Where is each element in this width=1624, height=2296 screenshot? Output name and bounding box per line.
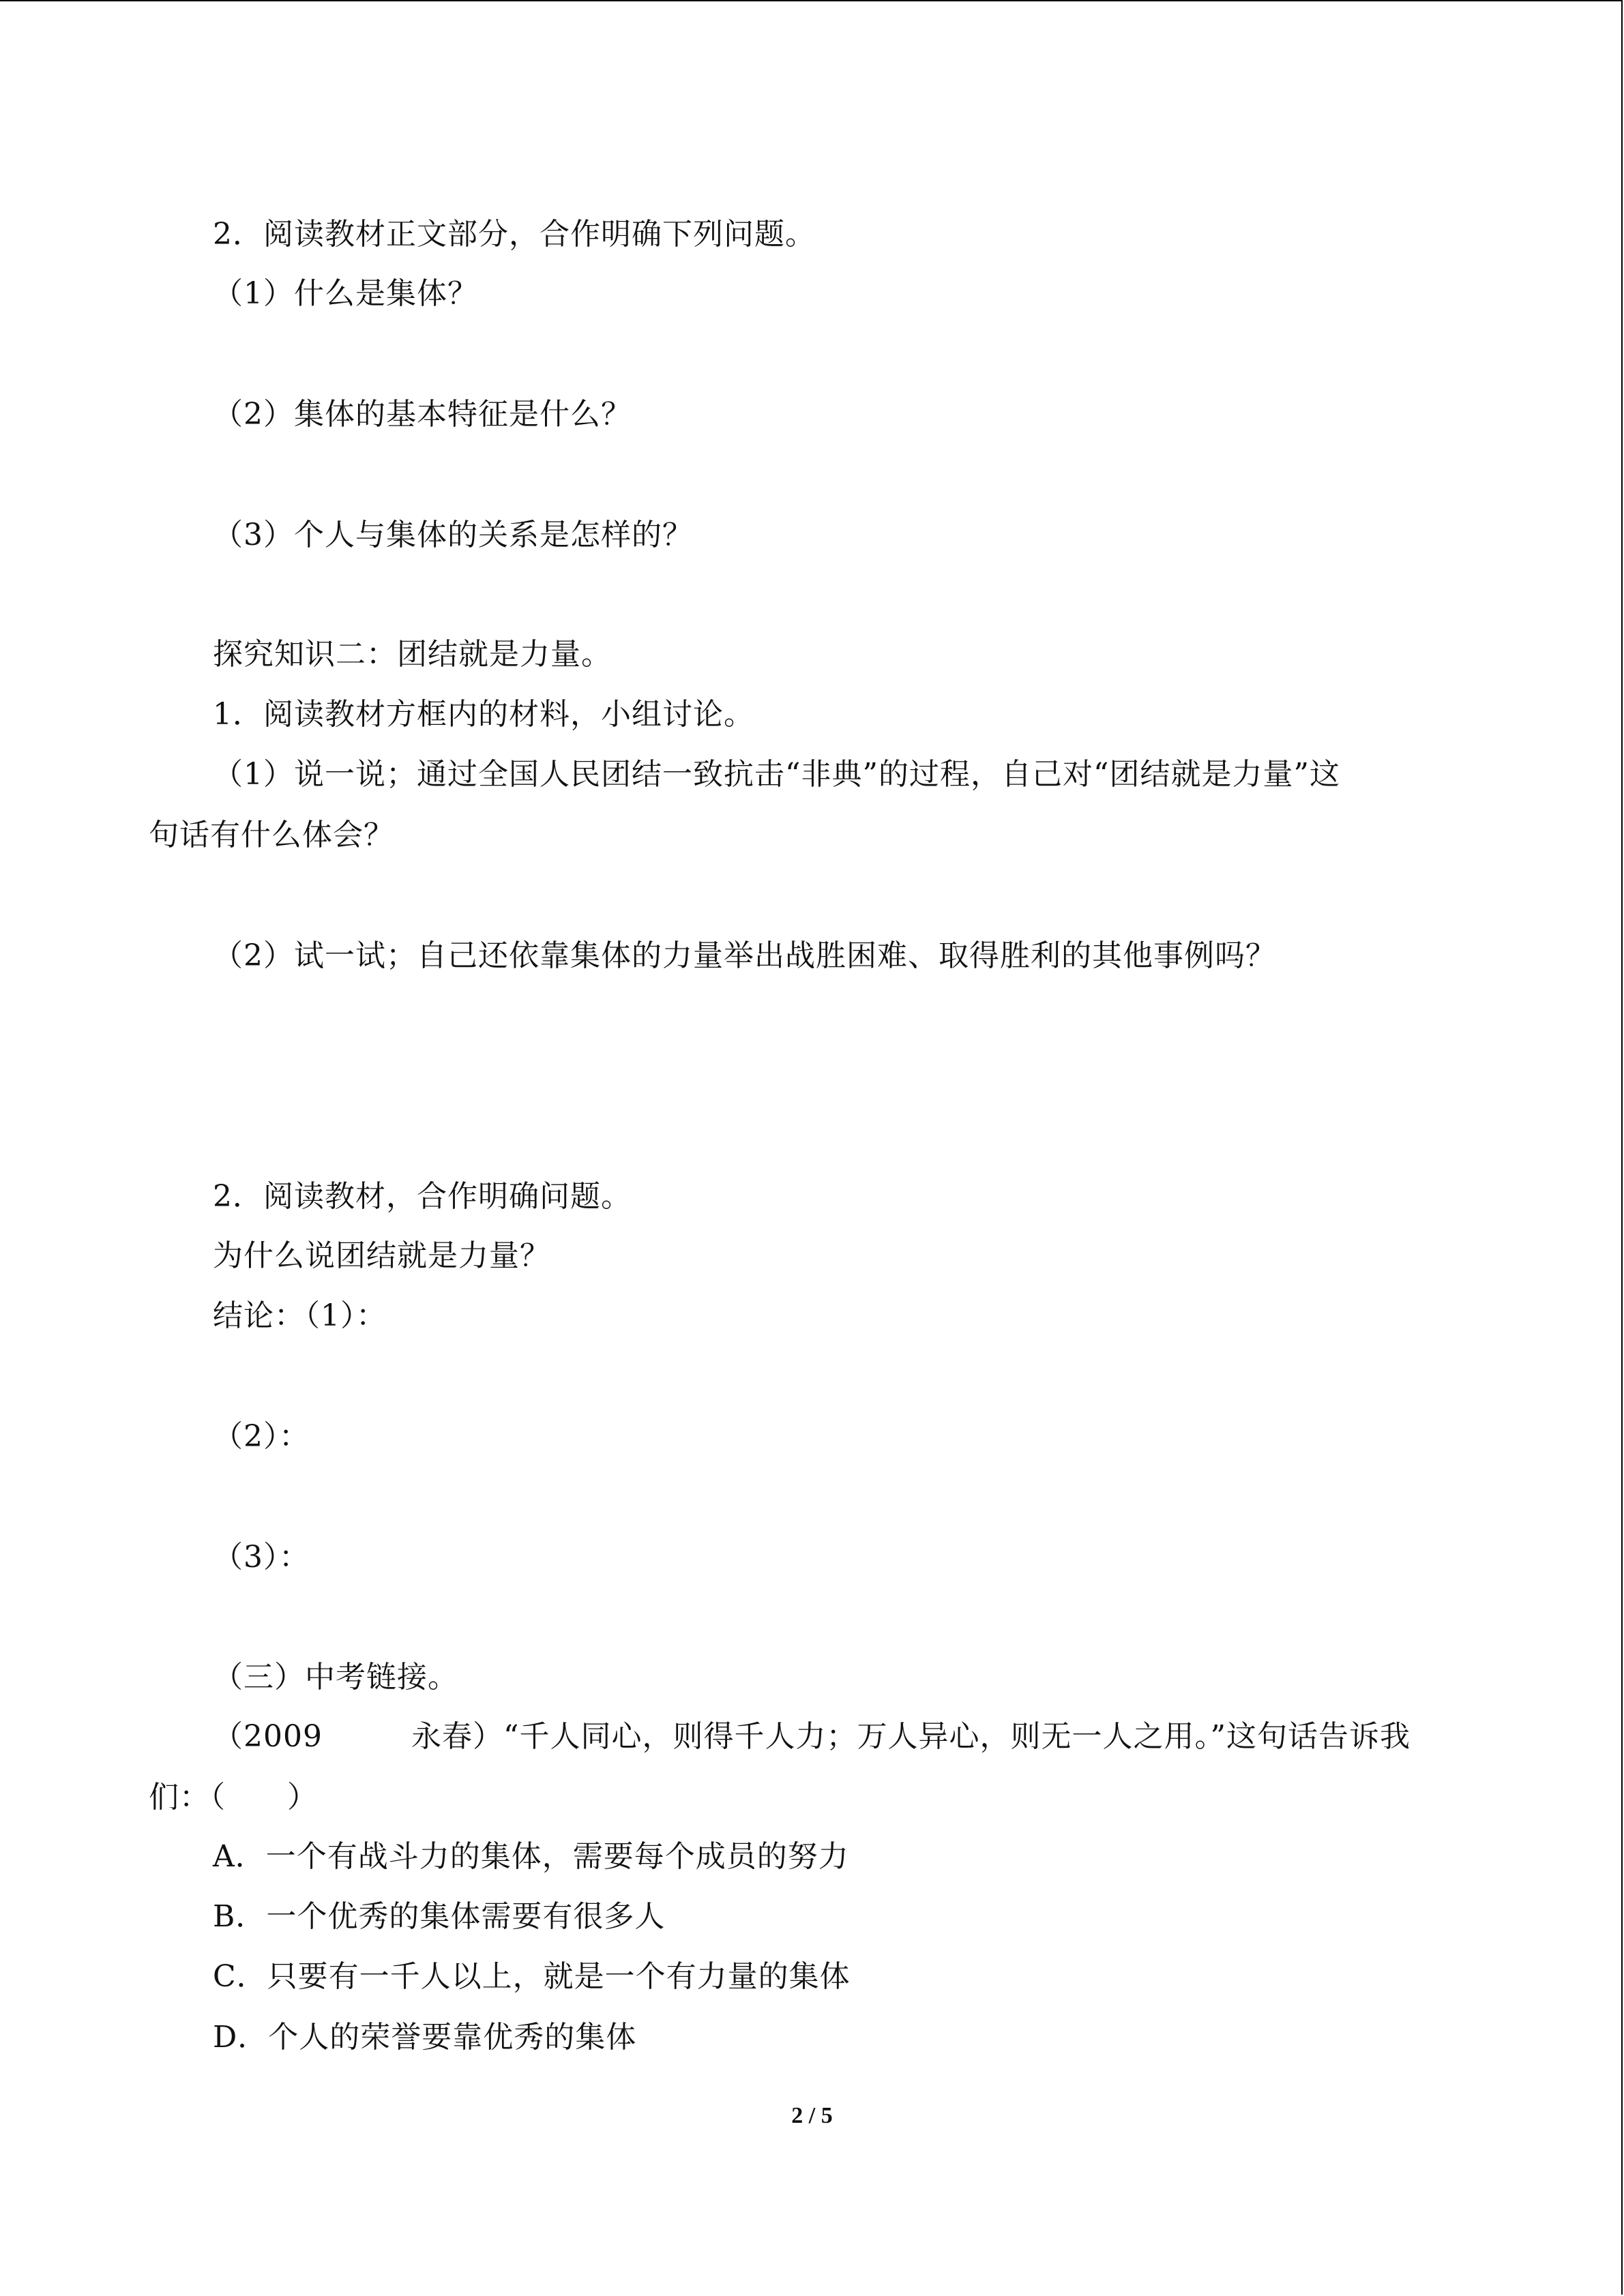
conclusion-1: 结论：（1）： [213,1298,387,1333]
question-2b-heading: 2．阅读教材，合作明确问题。 [213,1179,632,1214]
question-1-heading: 1．阅读教材方框内的材料，小组讨论。 [213,697,754,732]
question-1-item-1-continuation: 句话有什么体会？ [149,818,394,852]
conclusion-3: （3）： [213,1540,310,1575]
section-heading-knowledge-2: 探究知识二：团结就是力量。 [213,637,612,672]
exam-option-a: A．一个有战斗力的集体，需要每个成员的努力 [213,1839,849,1874]
exam-option-d: D．个人的荣誉要靠优秀的集体 [213,2020,637,2055]
question-1-item-1: （1）说一说；通过全国人民团结一致抗击“非典”的过程，自己对“团结就是力量”这 [213,757,1340,792]
question-2-item-2: （2）集体的基本特征是什么？ [213,397,632,432]
exam-option-b: B．一个优秀的集体需要有很多人 [213,1899,666,1934]
question-2-heading: 2．阅读教材正文部分，合作明确下列问题。 [213,217,816,252]
question-2-item-1: （1）什么是集体？ [213,276,478,311]
exam-year: （2009 [213,1719,323,1754]
exam-option-c: C．只要有一千人以上，就是一个有力量的集体 [213,1959,851,1994]
exam-quote: 永春）“千人同心，则得千人力；万人异心，则无一人之用。”这句话告诉我 [411,1719,1411,1754]
question-2b-prompt: 为什么说团结就是力量？ [213,1238,550,1273]
conclusion-2: （2）： [213,1419,310,1454]
exam-question-continuation: 们：（ ） [149,1780,318,1815]
exam-question-stem [213,1718,1411,1756]
page-number: 2 / 5 [791,2103,833,2128]
question-1-item-2: （2）试一试；自己还依靠集体的力量举出战胜困难、取得胜利的其他事例吗？ [213,938,1276,973]
section-heading-exam-link: （三）中考链接。 [213,1660,458,1695]
question-2-item-3: （3）个人与集体的关系是怎样的？ [213,518,693,552]
